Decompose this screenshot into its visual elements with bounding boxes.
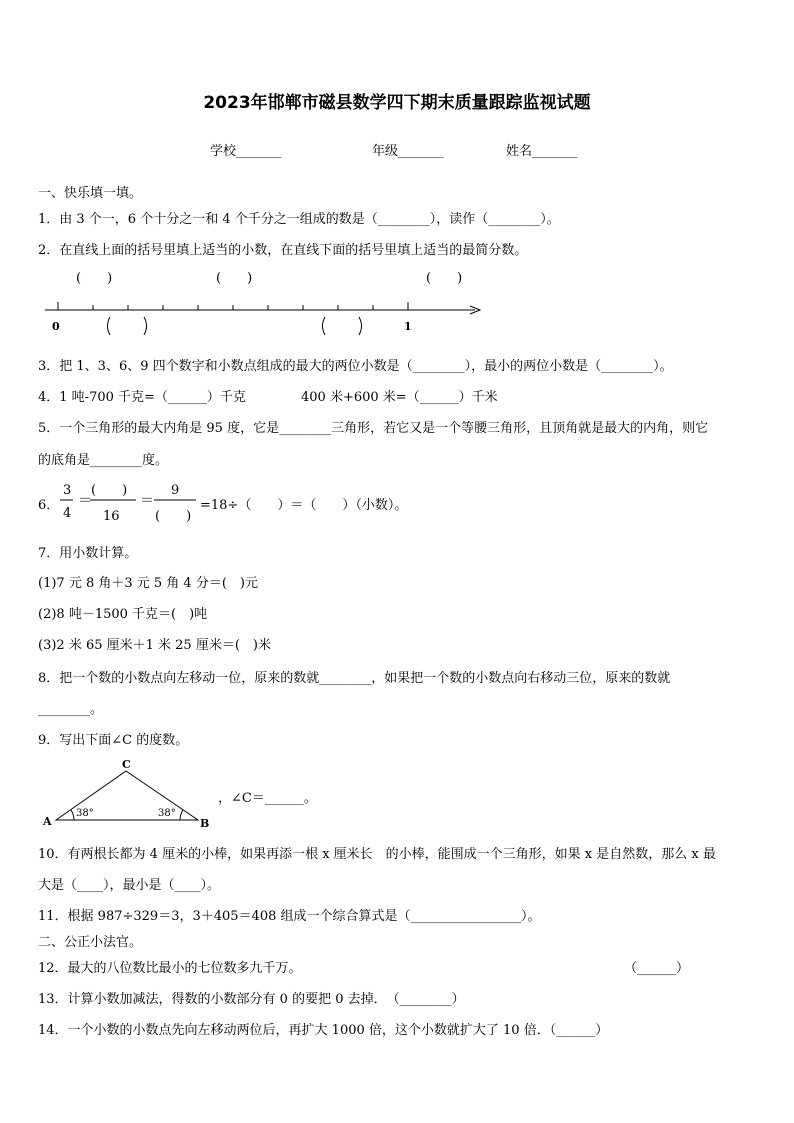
- question-3: 3．把 1、3、6、9 四个数字和小数点组成的最大的两位小数是（________），最小的两位小数是（________）。: [38, 359, 673, 374]
- angle-b-arc: [180, 810, 183, 820]
- upper-paren-2: ( ): [216, 271, 253, 286]
- page-title: 2023年邯郸市磁县数学四下期末质量跟踪监视试题: [203, 93, 591, 113]
- school-field: 学校_______: [210, 144, 282, 159]
- name-field: 姓名_______: [506, 144, 578, 159]
- angle-a-arc: [71, 810, 74, 820]
- question-9: 9．写出下面∠C 的度数。: [38, 733, 189, 748]
- fraction-group: [58, 478, 208, 528]
- triangle-figure: [40, 757, 220, 832]
- question-4b: 400 米+600 米=（______）千米: [301, 390, 498, 405]
- question-7-1: (1)7 元 8 角＋3 元 5 角 4 分＝( )元: [38, 576, 258, 591]
- fraction-2-denominator: 16: [103, 509, 120, 524]
- question-9-answer: ，∠C＝______。: [218, 791, 317, 806]
- question-8-line-1: 8．把一个数的小数点向左移动一位，原来的数就________，如果把一个数的小数点向右移动三位，原来的数就: [38, 671, 671, 686]
- vertex-c-label: C: [122, 758, 131, 771]
- fraction-3-denominator: ( ): [155, 509, 192, 524]
- question-7-3: (3)2 米 65 厘米＋1 米 25 厘米＝( )米: [38, 638, 271, 653]
- svg-text:＝: ＝: [140, 493, 154, 509]
- question-13: 13．计算小数加减法，得数的小数部分有 0 的要把 0 去掉． （________）: [38, 992, 465, 1007]
- fraction-1-denominator: 4: [63, 506, 72, 521]
- upper-paren-1: ( ): [76, 271, 113, 286]
- question-10-line-2: 大是（____），最小是（____）。: [38, 878, 221, 893]
- lower-bracket-2: [323, 317, 362, 335]
- one-label: 1: [404, 320, 412, 333]
- fraction-2-numerator: ( ): [91, 483, 128, 498]
- lower-bracket-1: [108, 317, 147, 335]
- question-8-line-2: ________。: [38, 702, 104, 717]
- angle-a-label: 38°: [76, 808, 94, 819]
- number-line-figure: [40, 268, 490, 338]
- question-2: 2．在直线上面的括号里填上适当的小数，在直线下面的括号里填上适当的最简分数。: [38, 243, 528, 258]
- question-12: 12．最大的八位数比最小的七位数多九千万。: [38, 961, 302, 976]
- section-heading-1: 一、快乐填一填。: [38, 186, 143, 201]
- upper-paren-3: ( ): [426, 271, 463, 286]
- angle-b-label: 38°: [158, 808, 176, 819]
- question-1: 1．由 3 个一，6 个十分之一和 4 个千分之一组成的数是（________），读作（________）。: [38, 212, 560, 227]
- question-7-2: (2)8 吨－1500 千克＝( )吨: [38, 607, 208, 622]
- question-4a: 4．1 吨-700 千克=（______）千克: [38, 390, 246, 405]
- fraction-1-numerator: 3: [63, 483, 72, 498]
- section-heading-2: 二、公正小法官。: [38, 935, 143, 950]
- grade-field: 年级_______: [372, 144, 444, 159]
- question-12-blank: （______）: [624, 961, 690, 976]
- fraction-3-numerator: 9: [171, 483, 180, 498]
- question-14: 14．一个小数的小数点先向左移动两位后，再扩大 1000 倍，这个小数就扩大了 10 倍．（______）: [38, 1023, 609, 1038]
- question-5-line-1: 5．一个三角形的最大内角是 95 度，它是________三角形，若它又是一个等腰三角形，且顶角就是最大的内角，则它: [38, 421, 709, 436]
- vertex-a-label: A: [43, 815, 52, 828]
- zero-label: 0: [52, 320, 60, 333]
- question-11: 11．根据 987÷329＝3，3＋405＝408 组成一个综合算式是（_________________）。: [38, 909, 541, 924]
- question-7: 7．用小数计算。: [38, 546, 138, 561]
- question-6-rest: =18÷（ ）＝（ ）（小数）。: [200, 498, 408, 513]
- vertex-b-label: B: [200, 817, 210, 830]
- number-line-ticks: [45, 302, 480, 314]
- svg-text:＝: ＝: [78, 493, 92, 509]
- question-6-prefix: 6．: [38, 498, 60, 513]
- question-10-line-1: 10．有两根长都为 4 厘米的小棒，如果再添一根 x 厘米长 的小棒，能围成一个三角形，如果 x 是自然数，那么 x 最: [38, 847, 716, 862]
- question-5-line-2: 的底角是________度。: [38, 453, 169, 468]
